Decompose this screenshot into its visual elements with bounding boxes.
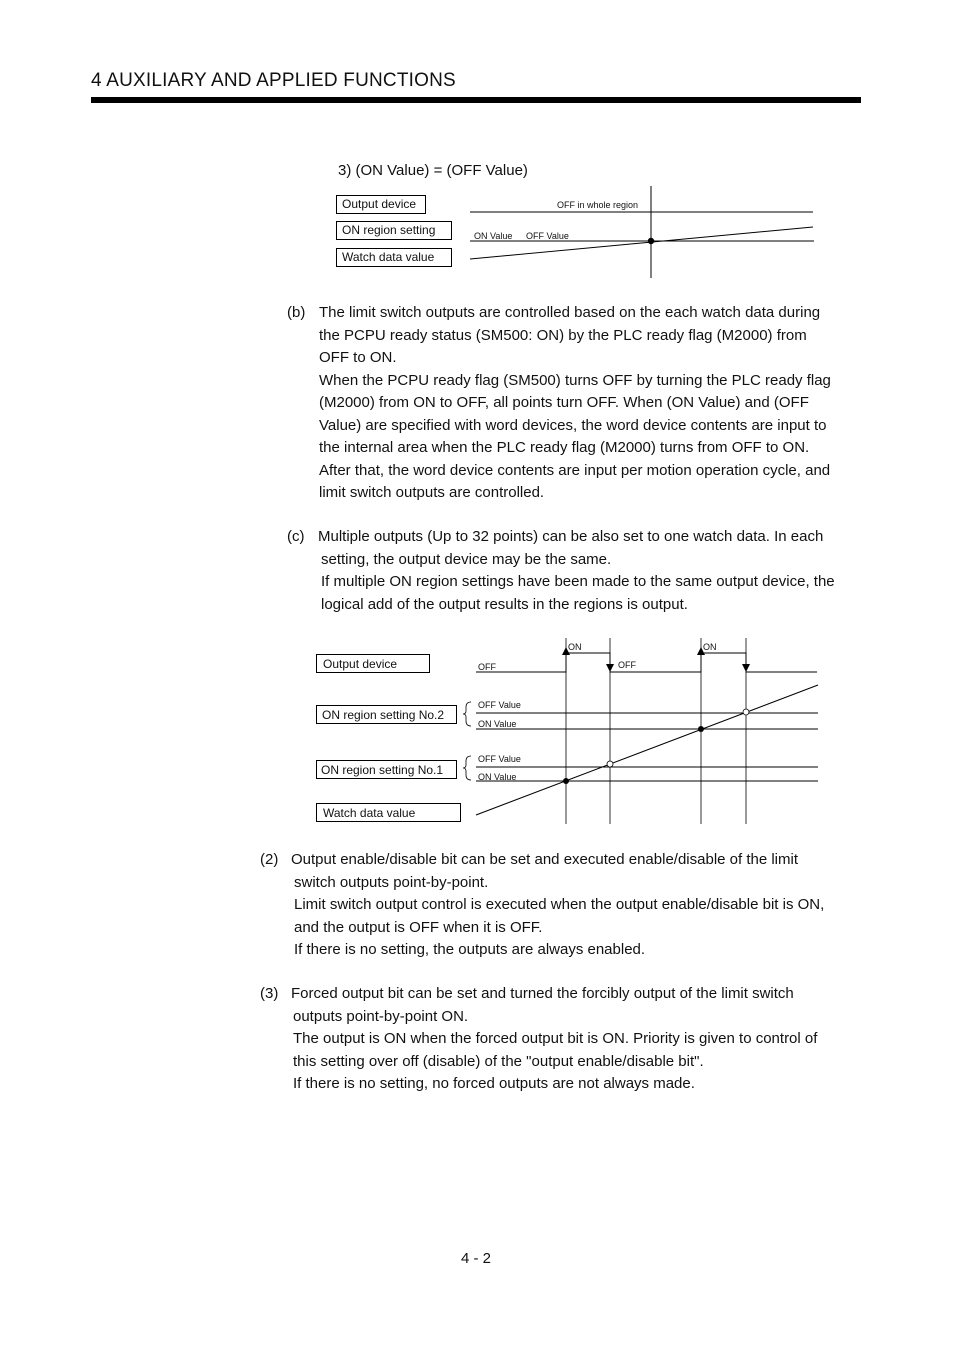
paragraph-3-line: this setting over off (disable) of the "output enable/disable bit". (293, 1052, 704, 1070)
output-device-label: Output device (323, 657, 398, 671)
watch-data-ramp (476, 685, 818, 815)
paragraph-3-line: Forced output bit can be set and turned the forcibly output of the limit switch (291, 985, 794, 1002)
crossing-point (648, 238, 654, 244)
page-number: 4 - 2 (461, 1250, 492, 1267)
watch-data-ramp (470, 227, 813, 259)
paragraph-3-line: The output is ON when the forced output bit is ON. Priority is given to control of (293, 1030, 818, 1047)
watch-data-value-label: Watch data value (323, 806, 416, 820)
off-value-label: OFF Value (526, 231, 569, 241)
off-point-2 (743, 709, 749, 715)
paragraph-2 (260, 849, 860, 962)
paragraph-c-line: Multiple outputs (Up to 32 points) can be also set to one watch data. In each (318, 528, 824, 545)
paragraph-b-label: (b) (287, 304, 306, 321)
paragraph-b (287, 302, 867, 505)
off-point-1 (607, 761, 613, 767)
paragraph-3-line: outputs point-by-point ON. (293, 1007, 469, 1025)
on-value-2-label: ON Value (478, 719, 517, 729)
diagram-equal-values (330, 183, 830, 283)
brace-region-2 (463, 702, 471, 726)
on-label-2: ON (703, 642, 717, 652)
paragraph-b-line: the internal area when the PLC ready flag (M2000) turns from OFF to ON. (319, 439, 810, 456)
paragraph-b-line: Value) are specified with word devices, the word device contents are input to (319, 416, 827, 434)
paragraph-b-line: (M2000) from ON to OFF, all points turn OFF. When (ON Value) and (OFF (319, 394, 809, 411)
on-value-label: ON Value (474, 231, 513, 241)
paragraph-2-line: If there is no setting, the outputs are always enabled. (294, 941, 646, 958)
on-value-1-label: ON Value (478, 772, 517, 782)
on-point-1 (563, 778, 569, 784)
off-whole-region-label: OFF in whole region (557, 200, 639, 210)
paragraph-c-label: (c) (287, 528, 305, 545)
paragraph-2-label: (2) (260, 851, 279, 868)
paragraph-2-line: switch outputs point-by-point. (294, 873, 489, 891)
paragraph-2-line: and the output is OFF when it is OFF. (294, 918, 543, 936)
header-rule (91, 97, 861, 103)
paragraph-b-line: the PCPU ready status (SM500: ON) by the PLC ready flag (M2000) from (319, 326, 807, 344)
paragraph-3-label: (3) (260, 985, 279, 1002)
on-region-setting-1-label: ON region setting No.1 (321, 763, 444, 777)
on-label-1: ON (568, 642, 582, 652)
paragraph-c-line: setting, the output device may be the same. (321, 550, 612, 568)
paragraph-b-line: After that, the word device contents are input per motion operation cycle, and (319, 461, 831, 479)
on-point-2 (698, 726, 704, 732)
paragraph-b-line: When the PCPU ready flag (SM500) turns OFF by turning the PLC ready flag (319, 371, 831, 389)
off-label-2: OFF (618, 660, 636, 670)
on-region-setting-label: ON region setting (342, 223, 436, 237)
on-region-setting-2-label: ON region setting No.2 (322, 708, 445, 722)
paragraph-c-line: If multiple ON region settings have been made to the same output device, the (321, 573, 835, 590)
off-value-2-label: OFF Value (478, 700, 521, 710)
paragraph-2-line: Output enable/disable bit can be set and executed enable/disable of the limit (291, 851, 799, 868)
paragraph-3 (260, 983, 860, 1096)
brace-region-1 (463, 756, 471, 780)
diagram-multiple-outputs (310, 632, 830, 832)
paragraph-b-line: The limit switch outputs are controlled based on the each watch data during (319, 304, 821, 321)
output-device-label: Output device (342, 197, 417, 211)
output-device-signal (476, 653, 817, 672)
fall-arrow-2 (742, 664, 750, 672)
paragraph-b-line: OFF to ON. (319, 349, 397, 366)
paragraph-b-line: limit switch outputs are controlled. (319, 484, 545, 501)
page-header-title: 4 AUXILIARY AND APPLIED FUNCTIONS (91, 70, 456, 91)
off-label-1: OFF (478, 662, 496, 672)
paragraph-c-line: logical add of the output results in the regions is output. (321, 595, 688, 613)
diagram-caption: 3) (ON Value) = (OFF Value) (338, 162, 528, 179)
paragraph-2-line: Limit switch output control is executed when the output enable/disable bit is ON, (294, 896, 825, 913)
paragraph-3-line: If there is no setting, no forced outputs are not always made. (293, 1075, 695, 1092)
off-value-1-label: OFF Value (478, 754, 521, 764)
paragraph-c (287, 526, 867, 616)
watch-data-value-label: Watch data value (342, 250, 435, 264)
fall-arrow-1 (606, 664, 614, 672)
